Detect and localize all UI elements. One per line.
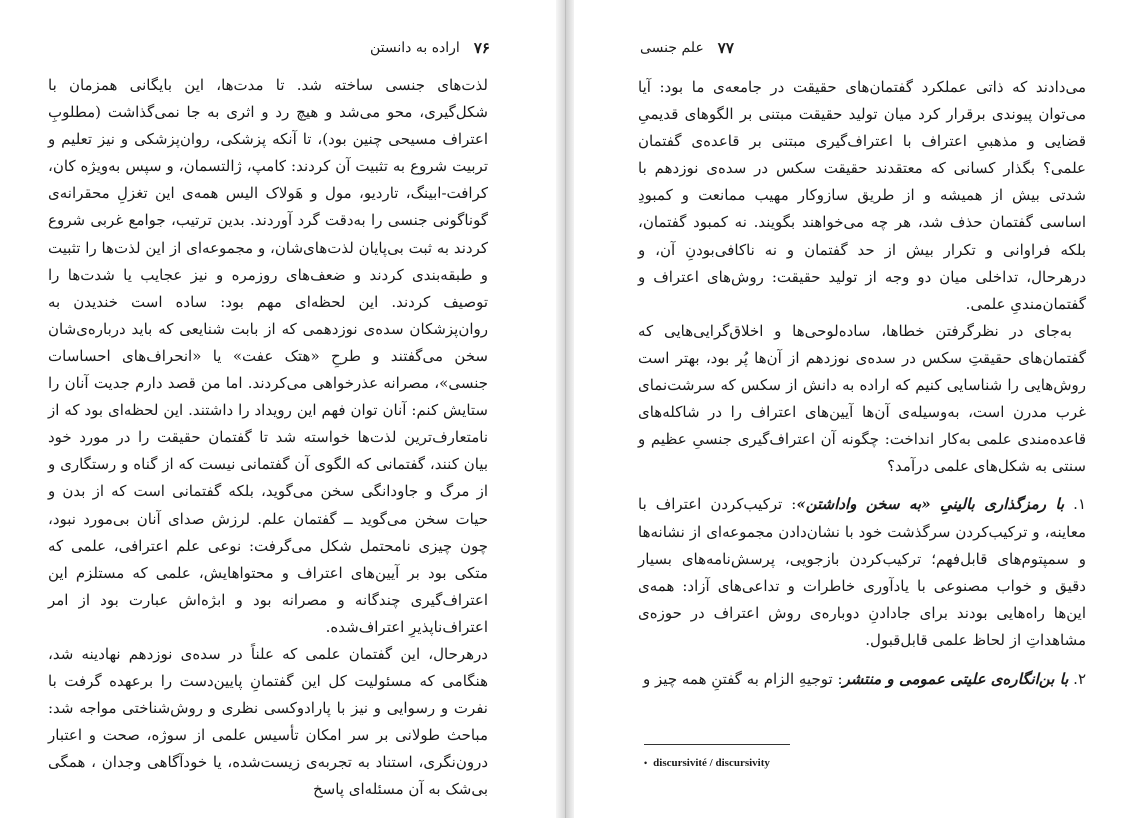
paragraph: به‌جای در نظرگرفتن خطاها، ساده‌لوحی‌ها و اخلاق‌گرایی‌هایی که گفتمان‌های حقیقتِ سکس در سده‌ی نوزدهم از آن‌ها پُر بود، بهتر است روش‌هایی را شناسایی کنیم که اراده به دانش از سکس که سرشت‌نمای غرب مدرن است، به‌وسیله‌ی آن‌ها آیین‌های اعتراف را در شاکله‌های قاعده‌مندی علمی به‌کار انداخت: چگونه آن اعتراف‌گیری جنسیِ عظیم و سنتی به شکل‌های علمی درآمد؟	[638, 321, 1086, 476]
page-number: ۷۷	[717, 39, 734, 57]
list-item-title: با رمزگذاری بالینیِ «به سخن واداشتن»	[796, 495, 1065, 514]
footnote-marker: •	[644, 758, 648, 768]
list-item-text: : توجیهِ الزام به گفتنِ همه چیز و	[643, 669, 843, 688]
gutter-divider	[565, 0, 566, 818]
list-item	[638, 491, 1086, 654]
paragraph: درهرحال، این گفتمان علمی که علناً در سده‌ی نوزدهم نهادینه شد، هنگامی که مسئولیت کل این گفتمانِ پایین‌دست را برعهده گرفت با نفرت و رسوایی و نیز با پارادوکسی نظری و روش‌شناختی مواجه شد: مباحث طولانی بر سر امکان تأسیس علمی از سوژه، صحت و اعتبار درون‌نگری، استناد به تجربه‌ی زیست‌شده، یا خودآگاهی وجدان ، همگی بی‌شک به آن مسئله‌ای پاسخ	[48, 644, 488, 799]
left-page	[0, 0, 556, 818]
running-title: علم جنسی	[640, 40, 704, 56]
running-title: اراده به دانستن	[370, 40, 460, 56]
left-page-body	[48, 72, 488, 804]
page-number: ۷۶	[473, 39, 490, 57]
right-page-header	[640, 36, 734, 60]
left-page-header	[370, 36, 490, 60]
footnote-text: discursivité / discursivity	[653, 757, 770, 769]
paragraph: لذت‌های جنسی ساخته شد. تا مدت‌ها، این بایگانی همزمان با شکل‌گیری، محو می‌شد و هیچ رد و اثری به جا نمی‌گذاشت (مطلوبِ اعتراف مسیحی چنین بود)، تا آنکه پزشکی، روان‌پزشکی و نیز تعلیم و تربیت شروع به تثبیت آن کردند: کامپ، ژالتسمان، و سپس به‌ویژه کان، کرافت-ابینگ، تاردیو، مول و هَولاک الیس همه‌ی این تغزلِ محقرانه‌ی گوناگونی جنسی را به‌دقت گرد آوردند. بدین ترتیب، جوامع غربی شروع کردند به ثبت بی‌پایان لذت‌های‌شان، و مجموعه‌ای از این لذت‌ها را تثبیت و طبقه‌بندی کردند و ضعف‌های روزمره و نیز عجایب یا شدت‌ها را توصیف کردند. این لحظه‌ای مهم بود: ساده است خندیدن به روان‌پزشکان سده‌ی نوزدهمی که از بابت شنایعی که باید درباره‌ی‌شان سخن می‌گفتند و طرحِ «هتک عفت» یا «انحراف‌های احساسات جنسی»، مصرانه عذرخواهی می‌کردند. اما من قصد دارم جدیت آنان را ستایش کنم: آنان توان فهم این رویداد را داشتند. این لحظه‌ای بود که از نامتعارف‌ترین لذت‌ها خواسته شد تا گفتمان حقیقت را در مورد خود بیان کنند، گفتمانی که الگوی آن گفتمانی نیست که از گناه و رستگاری و از مرگ و جاودانگی سخن می‌گوید، بلکه گفتمانی است که از بدن و حیات سخن می‌گوید ــ گفتمان علم. لرزش صدای آنان بی‌مورد نبود، چون چیزی نامحتمل شکل می‌گرفت: نوعی علم اعترافی، علمی که متکی بود بر آیین‌های اعتراف و محتواهایش، علمی که مستلزم این اعتراف‌گیری چندگانه و مصرانه بود و ابژه‌اش عبارت بود از امر اعتراف‌ناپذیرِ اعتراف‌شده.	[48, 76, 488, 636]
footnote-rule	[644, 744, 790, 745]
list-item-title: با بن‌انگاره‌ی علیتی عمومی و منتشر	[842, 669, 1069, 688]
list-item-text: : ترکیب‌کردن اعتراف با معاینه، و ترکیب‌کردن سرگذشت خود با نشان‌دادن مجموعه‌ای از نشانه‌ها و سمپتوم‌های قابل‌فهم؛ ترکیب‌کردن بازجویی، پرسش‌نامه‌های بسیار دقیق و خواب مصنوعی با یادآوری خاطرات و تداعی‌های آزاد: همه‌ی این‌ها راه‌هایی بودند برای جادادنِ دوباره‌ی روش اعتراف در حوزه‌ی مشاهداتِ از لحاظ علمی قابل‌قبول.	[638, 495, 1086, 649]
list-item	[638, 666, 1086, 693]
list-item-number: ۱.	[1073, 495, 1087, 514]
list-item-number: ۲.	[1073, 669, 1086, 688]
right-page-body	[638, 74, 1086, 693]
footnote	[644, 757, 770, 769]
paragraph: می‌دادند که ذاتی عملکرد گفتمان‌های حقیقت در جامعه‌ی ما بود: آیا می‌توان پیوندی برقرار کرد میان تولید حقیقت مبتنی بر الگوهای قدیمیِ قضایی و مذهبیِ اعتراف با اعتراف‌گیری مبتنی بر قاعده‌ی گفتمان علمی؟ بگذار کسانی که معتقدند حقیقت سکس در سده‌ی نوزدهم با شدتی بیش از همیشه و از طریق سازوکار مهیب ممانعت و کمبودِ اساسی گفتمان حذف شد، هر چه می‌خواهند بگویند. نه کمبود گفتمان، بلکه فراوانی و تکرار بیش از حد گفتمان و نه ناکافی‌بودنِ آن، و درهرحال، تداخلی میان دو وجه از تولید حقیقت: روش‌های اعتراف و گفتمان‌مندیِ علمی.	[638, 78, 1086, 313]
